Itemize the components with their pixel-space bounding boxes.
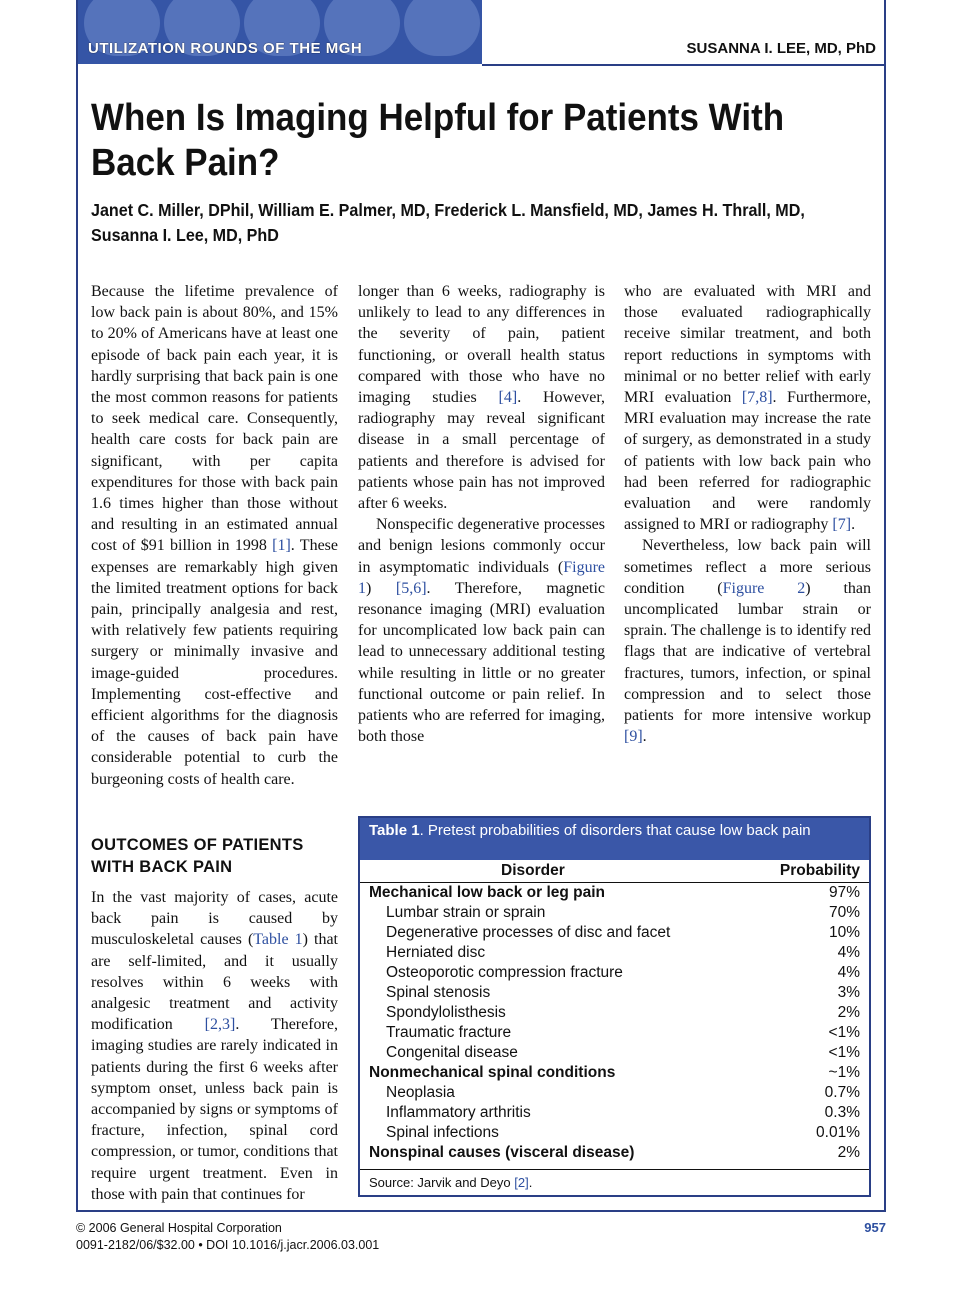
reference-link[interactable]: [4]	[498, 389, 518, 407]
section-name: UTILIZATION ROUNDS OF THE MGH	[88, 40, 363, 57]
paragraph: Because the lifetime prevalence of low back pain is about 80%, and 15% to 20% of Americans have at least one episode of back pain each year, it is hardly surprising that back pain is one the most common reasons for patients to seek medical care. Consequently, health care costs for back pain are significant, with per capita expenditures for those with back pain 1.6 times higher than those without and resulting in an estimated annual cost of $91 billion in 1998 [1]. These expenses are remarkably high given the limited treatment options for back pain, principally analgesia and rest, with relatively few patients requiring surgery or minimally invasive and image-guided procedures. Implementing cost-effective and efficient algorithms for the diagnosis of the causes of back pain have considerable potential to curb the burgeoning costs of health care.	[91, 283, 338, 788]
table-source: Source: Jarvik and Deyo [2].	[360, 1169, 869, 1195]
table-1	[358, 816, 871, 1197]
table-row: Spinal infections 0.01%	[386, 1124, 860, 1141]
column-header-probability: Probability	[779, 862, 860, 879]
reference-link[interactable]: [5,6]	[395, 579, 427, 597]
table-row: Herniated disc 4%	[386, 944, 860, 961]
table-row: Nonmechanical spinal conditions ~1%	[369, 1064, 860, 1081]
article-title: When Is Imaging Helpful for Patients With Back Pain?	[91, 97, 785, 184]
paragraph: In the vast majority of cases, acute back pain is caused by musculoskeletal causes (Table 1) that are self-limited, and it usually resolves within 6 weeks with analgesic treatment and activity modification [2,3]. Therefore, imaging studies are rarely indicated in patients during the first 6 weeks after symptom onset, unless back pain is accompanied by signs or symptoms of fracture, infection, spinal cord compression, or tumor, conditions that require urgent treatment. Even in those with pain that continues for	[91, 889, 338, 1203]
paragraph: longer than 6 weeks, radiography is unlikely to lead to any differences in the severity of pain, patient functioning, or overall health status compared with those who have no imaging studies [4]. However, radiography may reveal significant disease in a small percentage of patients and therefore is advised for patients whose pain has not improved after 6 weeks.	[358, 283, 606, 513]
table-row: Degenerative processes of disc and facet 10%	[386, 924, 860, 941]
table-row: Mechanical low back or leg pain 97%	[369, 884, 860, 901]
column-2	[358, 281, 605, 747]
table-row: Spinal stenosis 3%	[386, 984, 860, 1001]
section-heading: OUTCOMES OF PATIENTS WITH BACK PAIN	[91, 836, 304, 876]
figure-link[interactable]: Figure 2	[722, 579, 806, 597]
page-number: 957	[864, 1220, 886, 1235]
reference-link[interactable]: [7,8]	[741, 389, 773, 407]
column-1	[91, 281, 338, 790]
reference-link[interactable]: [1]	[272, 537, 291, 555]
figure-link[interactable]: Figure 1	[358, 558, 605, 597]
column-1-lower	[91, 887, 338, 1205]
header-rule	[482, 64, 884, 66]
table-row: Nonspinal causes (visceral disease) 2%	[369, 1144, 860, 1161]
table-caption: Table 1. Pretest probabilities of disorders that cause low back pain	[360, 818, 869, 860]
reference-link[interactable]: [9]	[624, 728, 643, 746]
table-row: Inflammatory arthritis 0.3%	[386, 1104, 860, 1121]
footer-copyright	[76, 1220, 379, 1254]
table-row: Congenital disease <1%	[386, 1044, 860, 1061]
column-header-disorder: Disorder	[501, 862, 565, 879]
paragraph: who are evaluated with MRI and those evaluated radiographically receive similar treatment, and both report reductions in symptoms with minimal or no better relief with early MRI evaluation [7,8]. Furthermore, MRI evaluation may increase the rate of surgery, as demonstrated in a study of patients with low back pain who had been referred for radiographic evaluation and were randomly assigned to MRI or radiography [7].	[624, 283, 871, 534]
table-row: Spondylolisthesis 2%	[386, 1004, 860, 1021]
section-banner	[78, 0, 482, 64]
article-authors: Janet C. Miller, DPhil, William E. Palmer, MD, Frederick L. Mansfield, MD, James H. Thrall, MD, Susanna I. Lee, MD, PhD	[91, 200, 805, 245]
column-editor: SUSANNA I. LEE, MD, PhD	[686, 40, 876, 57]
column-3	[624, 281, 871, 747]
table-row: Traumatic fracture <1%	[386, 1024, 860, 1041]
table-row: Neoplasia 0.7%	[386, 1084, 860, 1101]
reference-link[interactable]: [2,3]	[204, 1016, 236, 1034]
table-link[interactable]: Table 1	[253, 931, 303, 949]
doi-line: 0091-2182/06/$32.00 • DOI 10.1016/j.jacr.2006.03.001	[76, 1238, 380, 1252]
table-row: Lumbar strain or sprain 70%	[386, 904, 860, 921]
paragraph: Nonspecific degenerative processes and benign lesions commonly occur in asymptomatic individuals (Figure 1) [5,6]. Therefore, magnetic resonance imaging (MRI) evaluation for uncomplicated low back pain can lead to unnecessary additional testing while resulting in little or no greater functional outcome or pain relief. In patients who are referred for imaging, both those	[358, 516, 605, 746]
copyright-line: © 2006 General Hospital Corporation	[76, 1221, 282, 1235]
paragraph: Nevertheless, low back pain will sometimes reflect a more serious condition (Figure 2) than uncomplicated lumbar strain or sprain. The challenge is to identify red flags that are indicative of vertebral fractures, tumors, infection, or spinal compression and to select those patients for more intensive workup [9].	[624, 537, 871, 746]
reference-link[interactable]: [7]	[832, 516, 852, 534]
table-row: Osteoporotic compression fracture 4%	[386, 964, 860, 981]
reference-link[interactable]: [2]	[514, 1175, 529, 1190]
table-header-row	[360, 860, 869, 883]
